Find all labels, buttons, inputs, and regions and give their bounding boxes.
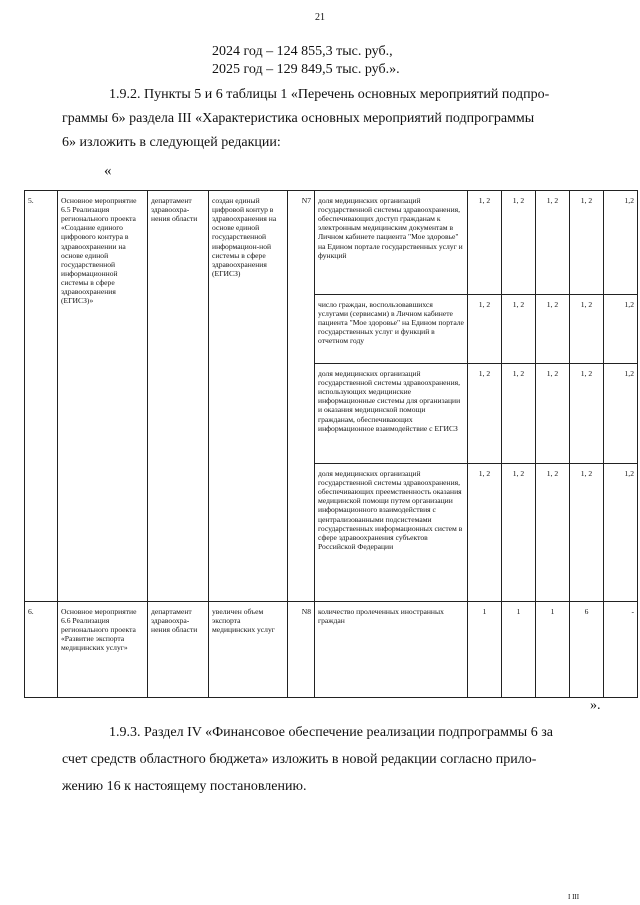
indicator-value: 1,2 <box>604 364 638 464</box>
indicator-value: 1 <box>502 602 536 698</box>
row-number: 5. <box>25 191 58 602</box>
indicator-value: 1, 2 <box>536 295 570 364</box>
indicator-value: 1, 2 <box>468 464 502 602</box>
clause-1-9-3-line-1: 1.9.3. Раздел IV «Финансовое обеспечение реализации подпрограммы 6 за <box>109 725 553 740</box>
table-row <box>25 191 638 295</box>
indicator-value: 1, 2 <box>570 191 604 295</box>
expected-result: увеличен объем экспорта медицинских услуг <box>209 602 288 698</box>
indicator-text: количество пролеченных иностранных граждан <box>315 602 468 698</box>
open-quote: « <box>104 163 112 179</box>
indicator-code: N8 <box>288 602 315 698</box>
expected-result: создан единый цифровой контур в здравоохранения на основе единой государственной информацион-ной системы в сфере здравоохранения (ЕГИСЗ) <box>209 191 288 602</box>
indicator-value: 1, 2 <box>502 364 536 464</box>
indicator-value: 1 <box>536 602 570 698</box>
indicator-value: 1, 2 <box>536 191 570 295</box>
indicator-value: 1,2 <box>604 464 638 602</box>
indicator-value: 1,2 <box>604 295 638 364</box>
indicator-text: доля медицинских организаций государственной системы здравоохранения, использующих медицинские информационные системы для организации и оказания медицинской помощи гражданам, обеспечивающих информационное взаимодействие с ЕГИСЗ <box>315 364 468 464</box>
budget-line-2024: 2024 год – 124 855,3 тыс. руб., <box>212 44 393 59</box>
indicator-value: - <box>604 602 638 698</box>
indicator-value: 1, 2 <box>502 295 536 364</box>
indicator-value: 1, 2 <box>536 364 570 464</box>
responsible-department: департамент здравоохра-нения области <box>148 602 209 698</box>
indicator-value: 1, 2 <box>502 191 536 295</box>
indicator-text: доля медицинских организаций государственной системы здравоохранения, обеспечивающих доступ гражданам к электронным медицинским документам в Личном кабинете пациента "Мое здоровье" на Едином портале государственных услуг и функций <box>315 191 468 295</box>
indicator-value: 1 <box>468 602 502 698</box>
page-number: 21 <box>315 12 325 23</box>
activities-table <box>24 190 638 698</box>
budget-line-2025: 2025 год – 129 849,5 тыс. руб.». <box>212 62 400 77</box>
indicator-value: 1, 2 <box>468 364 502 464</box>
indicator-code: N7 <box>288 191 315 602</box>
activity-name: Основное мероприятие 6.6 Реализация регионального проекта «Развитие экспорта медицинских услуг» <box>58 602 148 698</box>
footer-mark: I III <box>568 893 580 901</box>
indicator-value: 6 <box>570 602 604 698</box>
indicator-value: 1, 2 <box>570 464 604 602</box>
indicator-value: 1, 2 <box>570 364 604 464</box>
indicator-value: 1,2 <box>604 191 638 295</box>
table-row <box>25 602 638 698</box>
clause-1-9-2-line-2: граммы 6» раздела III «Характеристика основных мероприятий подпрограммы <box>62 111 535 126</box>
indicator-value: 1, 2 <box>536 464 570 602</box>
indicator-text: доля медицинских организаций государственной системы здравоохранения, обеспечивающих преемственность оказания медицинской помощи путем организации информационного взаимодействия с централизованными подсистемами государственных информационных систем в сфере здравоохранения субъектов Российской Федерации <box>315 464 468 602</box>
clause-1-9-3-line-3: жению 16 к настоящему постановлению. <box>62 779 307 794</box>
clause-1-9-2-line-1: 1.9.2. Пункты 5 и 6 таблицы 1 «Перечень основных мероприятий подпро- <box>109 87 550 102</box>
indicator-text: число граждан, воспользовавшихся услугами (сервисами) в Личном кабинете пациента "Мое здоровье" на Едином портале государственных услуг и функций в отчетном году <box>315 295 468 364</box>
clause-1-9-3-line-2: счет средств областного бюджета» изложить в новой редакции согласно прило- <box>62 752 537 767</box>
indicator-value: 1, 2 <box>468 295 502 364</box>
indicator-value: 1, 2 <box>468 191 502 295</box>
close-quote: ». <box>590 698 601 713</box>
indicator-value: 1, 2 <box>570 295 604 364</box>
indicator-value: 1, 2 <box>502 464 536 602</box>
activity-name: Основное мероприятие 6.5 Реализация регионального проекта «Создание единого цифрового контура в здравоохранении на основе единой государственной информационной системы в сфере здравоохранения (ЕГИСЗ)» <box>58 191 148 602</box>
row-number: 6. <box>25 602 58 698</box>
responsible-department: департамент здравоохра-нения области <box>148 191 209 602</box>
clause-1-9-2-line-3: 6» изложить в следующей редакции: <box>62 135 281 150</box>
